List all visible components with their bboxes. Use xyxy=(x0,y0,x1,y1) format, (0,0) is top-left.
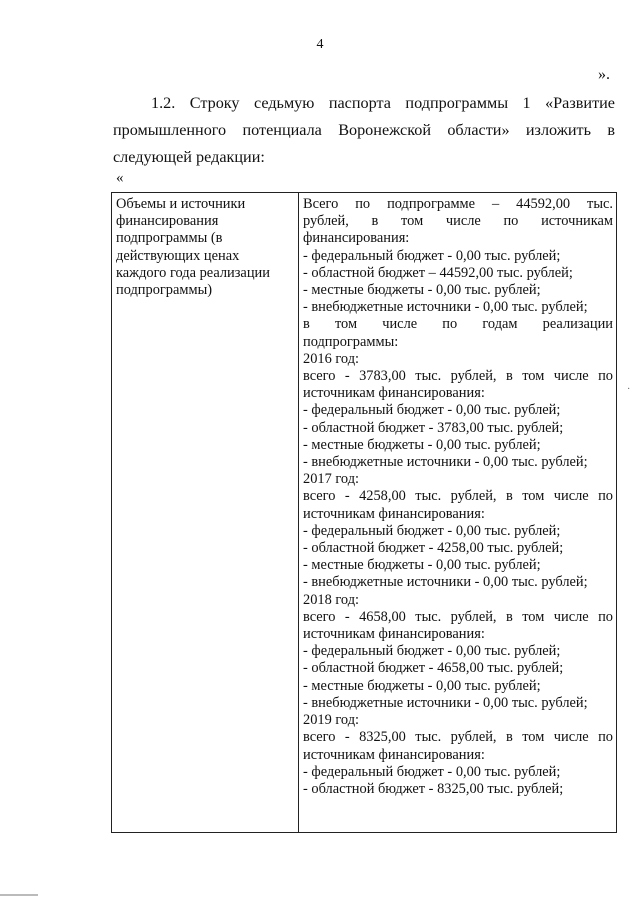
label-line: Объемы и источники xyxy=(116,196,246,212)
funding-line: - местные бюджеты - 0,00 тыс. рублей; xyxy=(303,436,541,453)
funding-line: источникам финансирования: xyxy=(303,626,485,643)
funding-line: - федеральный бюджет - 0,00 тыс. рублей; xyxy=(303,247,561,264)
funding-line: рублей, в том числе по источникам xyxy=(303,213,613,230)
funding-line: 2016 год: xyxy=(303,350,360,367)
funding-line: всего - 8325,00 тыс. рублей, в том числе по xyxy=(303,729,613,746)
funding-line: - внебюджетные источники - 0,00 тыс. рублей; xyxy=(303,299,588,316)
funding-line: всего - 3783,00 тыс. рублей, в том числе по xyxy=(303,368,613,385)
funding-line: - федеральный бюджет - 0,00 тыс. рублей; xyxy=(303,763,561,780)
funding-line: - местные бюджеты - 0,00 тыс. рублей; xyxy=(303,282,541,299)
label-line: подпрограммы (в xyxy=(116,230,223,247)
funding-line: - внебюджетные источники - 0,00 тыс. рублей; xyxy=(303,574,588,591)
paragraph-line-2: промышленного потенциала Воронежской области» изложить в следующей xyxy=(113,121,615,166)
funding-line: - областной бюджет - 3783,00 тыс. рублей; xyxy=(303,419,564,436)
funding-line: Всего по подпрограмме – 44592,00 тыс. xyxy=(303,196,613,212)
funding-line: 2019 год: xyxy=(303,712,360,729)
funding-line: - областной бюджет - 8325,00 тыс. рублей; xyxy=(303,780,564,797)
funding-line: всего - 4258,00 тыс. рублей, в том числе по xyxy=(303,488,613,505)
label-line: финансирования xyxy=(116,213,219,230)
funding-line: - местные бюджеты - 0,00 тыс. рублей; xyxy=(303,557,541,574)
funding-values-cell xyxy=(299,193,617,833)
funding-line: - областной бюджет - 4258,00 тыс. рублей; xyxy=(303,540,564,557)
margin-dot: · xyxy=(627,384,631,395)
funding-line: - внебюджетные источники - 0,00 тыс. рублей; xyxy=(303,694,588,711)
paragraph-line-1: 1.2. Строку седьмую паспорта подпрограммы 1 «Развитие xyxy=(151,94,615,112)
paragraph-line-3: редакции: xyxy=(196,148,265,166)
table-row xyxy=(112,193,617,833)
funding-line: всего - 4658,00 тыс. рублей, в том числе по xyxy=(303,608,613,625)
label-line: каждого года реализации xyxy=(116,264,270,281)
funding-line: подпрограммы: xyxy=(303,333,399,350)
funding-label-cell xyxy=(112,193,299,833)
funding-line: - областной бюджет – 44592,00 тыс. рублей; xyxy=(303,264,573,281)
funding-line: источникам финансирования: xyxy=(303,505,485,522)
funding-line: - местные бюджеты - 0,00 тыс. рублей; xyxy=(303,677,541,694)
label-line: действующих ценах xyxy=(116,247,240,264)
subprogram-passport-table xyxy=(111,192,617,833)
funding-line: - федеральный бюджет - 0,00 тыс. рублей; xyxy=(303,643,561,660)
closing-quote-mark: ». xyxy=(598,66,610,83)
table-opening-quote: « xyxy=(116,170,124,186)
funding-line: в том числе по годам реализации xyxy=(303,316,613,333)
funding-line: - внебюджетные источники - 0,00 тыс. рублей; xyxy=(303,454,588,471)
funding-line: - федеральный бюджет - 0,00 тыс. рублей; xyxy=(303,522,561,539)
scan-corner-mark xyxy=(0,894,38,896)
funding-line: финансирования: xyxy=(303,230,410,247)
amendment-paragraph xyxy=(113,90,615,171)
page-number: 4 xyxy=(316,37,324,52)
funding-line: источникам финансирования: xyxy=(303,385,485,402)
label-line: подпрограммы) xyxy=(116,282,213,299)
funding-line: источникам финансирования: xyxy=(303,746,485,763)
funding-line: - областной бюджет - 4658,00 тыс. рублей; xyxy=(303,660,564,677)
funding-line: 2018 год: xyxy=(303,591,360,608)
funding-line: - федеральный бюджет - 0,00 тыс. рублей; xyxy=(303,402,561,419)
funding-line: 2017 год: xyxy=(303,471,360,488)
